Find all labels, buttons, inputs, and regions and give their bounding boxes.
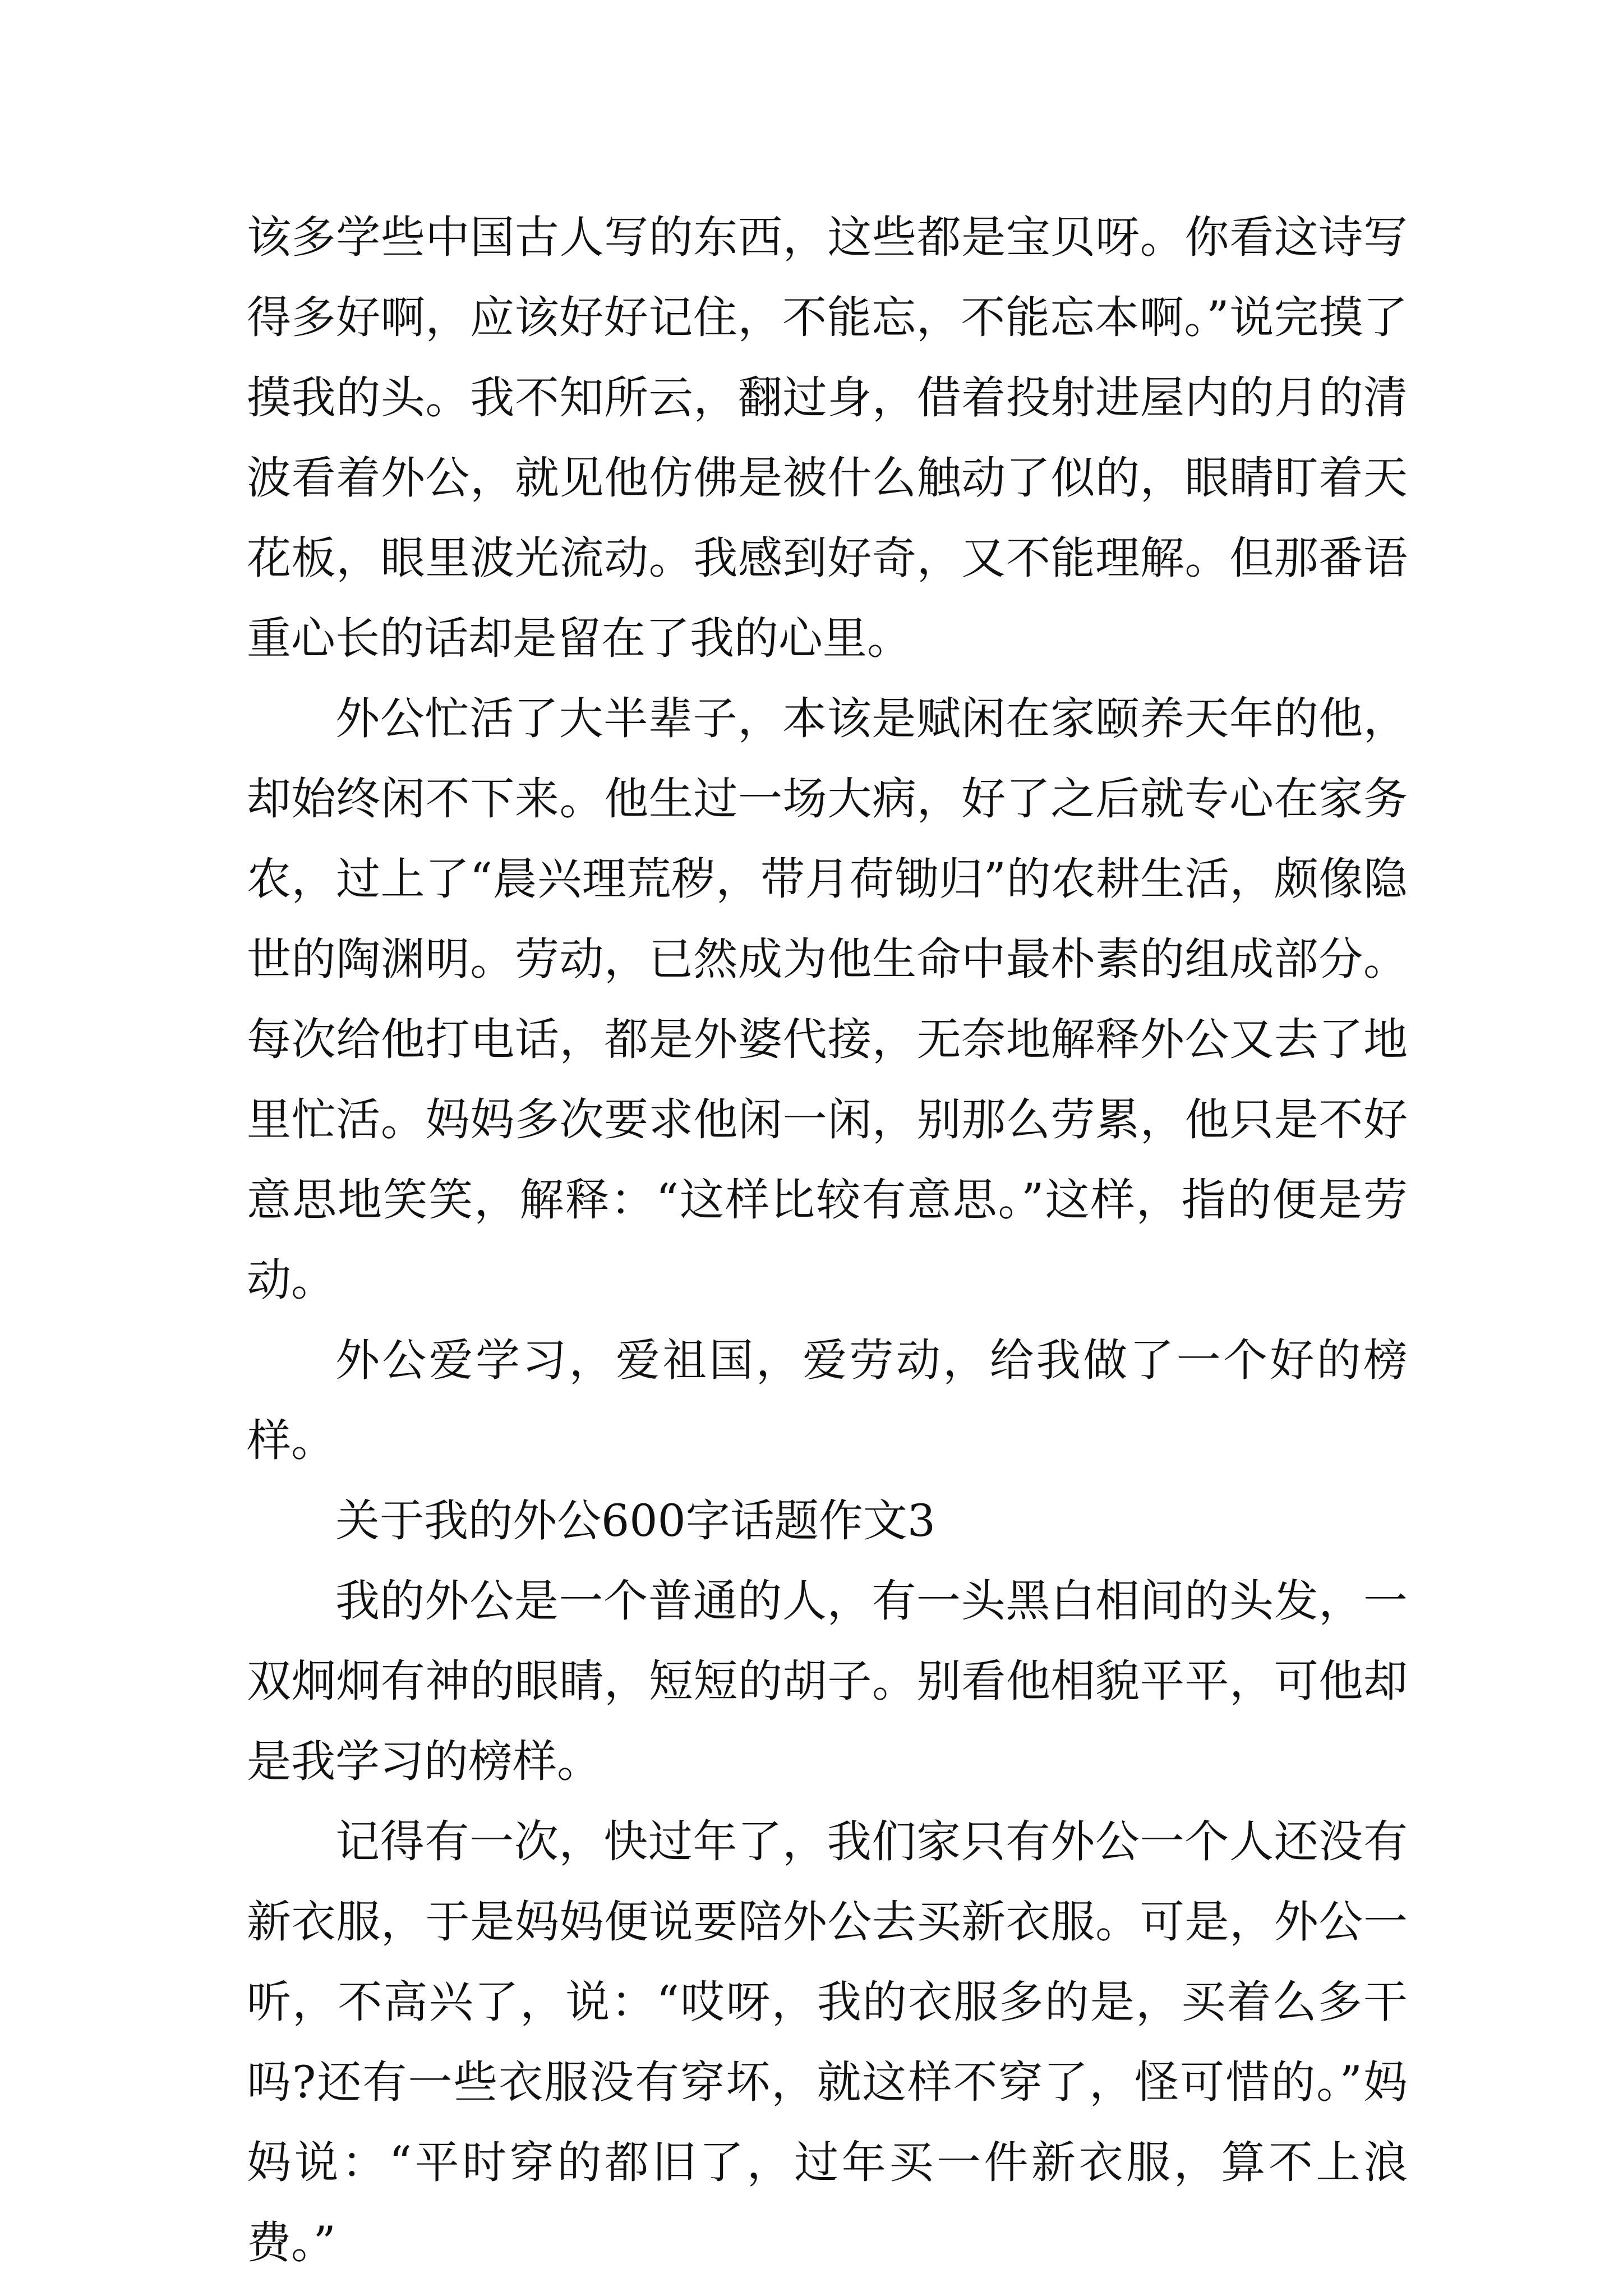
paragraph-new-clothes: 记得有一次，快过年了，我们家只有外公一个人还没有新衣服，于是妈妈便说要陪外公去买新衣服。可是，外公一听，不高兴了，说：“哎呀，我的衣服多的是，买着么多干吗?还有一些衣服没有穿坏，就这样不穿了，怪可惜的。”妈妈说：“平时穿的都旧了，过年买一件新衣服，算不上浪费。” xyxy=(247,1816,1408,2269)
paragraph-grandpa-labor: 外公忙活了大半辈子，本该是赋闲在家颐养天年的他，却始终闲不下来。他生过一场大病，好了之后就专心在家务农，过上了“晨兴理荒秽，带月荷锄归”的农耕生活，颇像隐世的陶渊明。劳动，已然成为他生命中最朴素的组成部分。每次给他打电话，都是外婆代接，无奈地解释外公又去了地里忙活。妈妈多次要求他闲一闲，别那么劳累，他只是不好意思地笑笑，解释：“这样比较有意思。”这样，指的便是劳动。 xyxy=(247,693,1408,1306)
paragraph-grandpa-appearance: 我的外公是一个普通的人，有一头黑白相间的头发，一双炯炯有神的眼睛，短短的胡子。别看他相貌平平，可他却是我学习的榜样。 xyxy=(247,1575,1408,1787)
paragraph-continuation: 该多学些中国古人写的东西，这些都是宝贝呀。你看这诗写得多好啊，应该好好记住，不能忘，不能忘本啊。”说完摸了摸我的头。我不知所云，翻过身，借着投射进屋内的月的清波看着外公，就见他仿佛是被什么触动了似的，眼睛盯着天花板，眼里波光流动。我感到好奇，又不能理解。但那番语重心长的话却是留在了我的心里。 xyxy=(247,211,1408,664)
document-body xyxy=(247,197,1408,2283)
essay-heading: 关于我的外公600字话题作文3 xyxy=(335,1495,936,1547)
paragraph-grandpa-summary: 外公爱学习，爱祖国，爱劳动，给我做了一个好的榜样。 xyxy=(247,1335,1408,1466)
